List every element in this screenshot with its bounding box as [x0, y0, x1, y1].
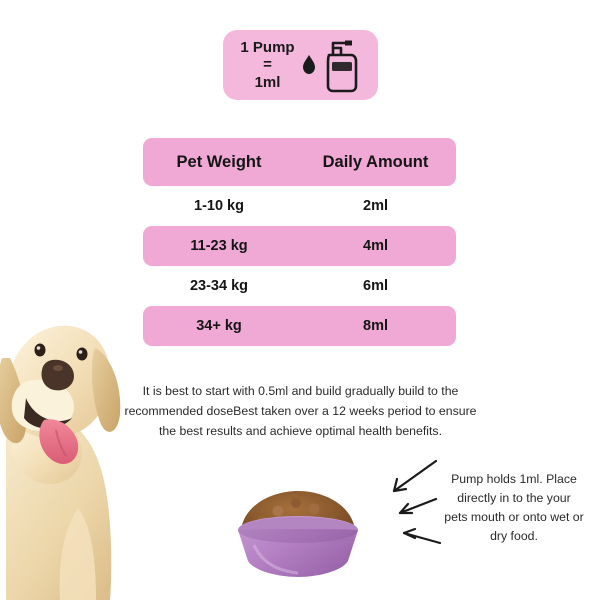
- pump-badge-line3: 1ml: [254, 73, 281, 91]
- pump-badge-line1: 1 Pump: [240, 39, 295, 57]
- dog-ear-right: [92, 348, 120, 432]
- dog-eye-glint-left: [37, 346, 41, 350]
- pump-bottle-icon: [319, 37, 361, 93]
- pointing-arrows: [370, 455, 445, 565]
- dosing-instructions-text: It is best to start with 0.5ml and build gradually build to the recommended doseBest taken over a 12 weeks period to ensure the best results and achieve optimal health benefits.: [124, 384, 477, 438]
- cell-daily-amount: 8ml: [363, 318, 388, 334]
- droplet-icon: [301, 54, 317, 76]
- cell-pet-weight: 23-34 kg: [189, 278, 249, 294]
- table-row: [143, 186, 456, 226]
- cell-pet-weight: 1-10 kg: [194, 198, 244, 214]
- table-row: [143, 306, 456, 346]
- table-header-row: [143, 138, 456, 186]
- pump-usage-caption: Pump holds 1ml. Place directly in to the your pets mouth or onto wet or dry food.: [444, 472, 584, 544]
- column-header-daily-amount: Daily Amount: [322, 152, 429, 171]
- arrow-upper-line: [394, 461, 436, 491]
- cell-pet-weight: 34+ kg: [196, 318, 242, 334]
- dog-nose-shine: [53, 365, 63, 371]
- dog-eye-right: [77, 348, 88, 361]
- cell-daily-amount: 4ml: [363, 238, 388, 254]
- pump-badge-artwork: [301, 37, 361, 93]
- dog-eye-glint-right: [79, 350, 83, 354]
- arrows-svg: [370, 455, 445, 565]
- pump-badge-line2: =: [263, 56, 272, 74]
- table-row: [143, 226, 456, 266]
- cell-daily-amount: 6ml: [363, 278, 388, 294]
- dog-food-bowl: [222, 485, 374, 580]
- dog-eye-left: [35, 344, 46, 357]
- pump-equivalence-badge: [223, 30, 378, 100]
- pump-badge-text: [240, 39, 294, 91]
- cell-pet-weight: 11-23 kg: [190, 238, 248, 254]
- cell-daily-amount: 2ml: [363, 198, 388, 214]
- column-header-pet-weight: Pet Weight: [176, 152, 262, 171]
- bowl-inner-shadow: [238, 517, 358, 543]
- bowl-svg: [222, 485, 374, 580]
- dosage-table: [143, 138, 456, 346]
- table-row: [143, 266, 456, 306]
